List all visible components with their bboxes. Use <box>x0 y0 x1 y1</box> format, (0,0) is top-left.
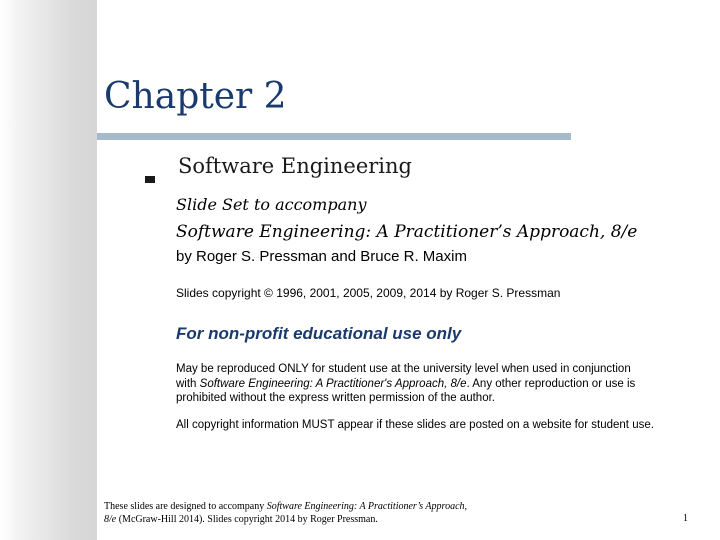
footer-book-title: Software Engineering: A Practitioner’s Approach, <box>266 501 468 512</box>
reproduction-book-title: Software Engineering: A Practitioner's Approach, 8/e <box>199 377 467 390</box>
footer-line-1-pre: These slides are designed to accompany <box>104 501 267 512</box>
reproduction-line-2-post: . Any other reproduction or use is <box>466 377 636 390</box>
book-title: Software Engineering: A Practitioner’s Approach, 8/e <box>176 222 638 242</box>
slide-set-text: Slide Set to accompany <box>176 195 367 214</box>
footer-line-2 <box>104 513 467 526</box>
footer-edition: 8/e <box>104 514 117 525</box>
reproduction-line-2 <box>176 377 676 392</box>
title-underline <box>97 133 571 140</box>
page-number: 1 <box>683 513 688 524</box>
nonprofit-notice: For non-profit educational use only <box>176 324 462 343</box>
footer-line-1 <box>104 500 467 513</box>
footer-line-2-post: (McGraw-Hill 2014). Slides copyright 2014 by Roger Pressman. <box>116 514 378 525</box>
reproduction-line-1: May be reproduced ONLY for student use at the university level when used in conjunction <box>176 363 631 375</box>
slide-heading: Software Engineering <box>178 154 412 178</box>
left-decorative-band <box>0 0 97 540</box>
reproduction-line-3: prohibited without the express written permission of the author. <box>176 392 495 404</box>
reproduction-notice <box>176 362 676 406</box>
bullet-square-icon <box>145 176 155 183</box>
authors-line: by Roger S. Pressman and Bruce R. Maxim <box>176 248 467 265</box>
reproduction-line-2-pre: with <box>176 377 200 390</box>
slide-footer <box>104 500 467 526</box>
website-copyright-notice: All copyright information MUST appear if these slides are posted on a website for student use. <box>176 419 654 431</box>
copyright-line: Slides copyright © 1996, 2001, 2005, 2009, 2014 by Roger S. Pressman <box>176 286 561 300</box>
slide-title: Chapter 2 <box>104 76 287 117</box>
